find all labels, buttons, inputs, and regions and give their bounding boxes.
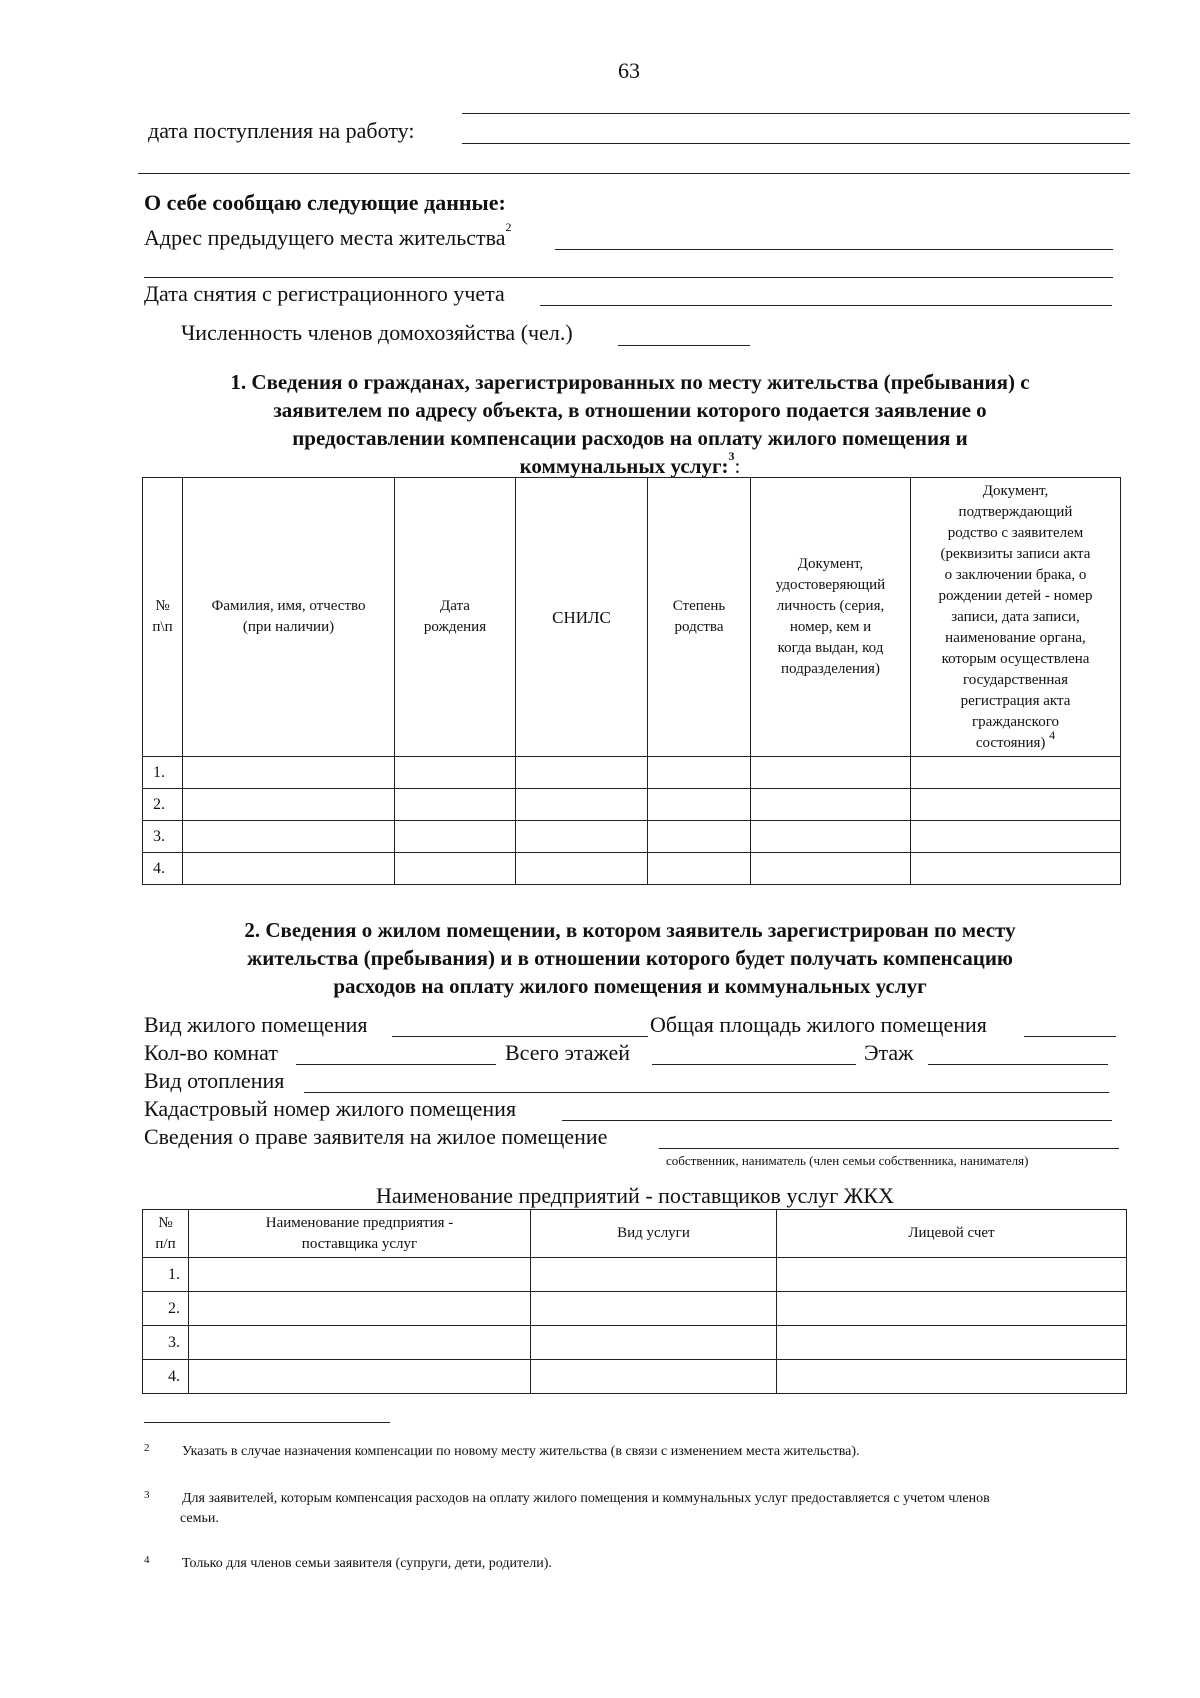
cell-account[interactable]: [777, 1326, 1127, 1360]
providers-table: [142, 1209, 1127, 1394]
employment-date-label: дата поступления на работу:: [148, 118, 415, 143]
cell-name[interactable]: [183, 757, 395, 789]
employment-date-line-1[interactable]: [462, 113, 1130, 114]
cell-service[interactable]: [531, 1326, 777, 1360]
table-header-row: [143, 1210, 1127, 1258]
rooms-field[interactable]: [296, 1064, 496, 1065]
rooms-label: Кол-во комнат: [144, 1040, 278, 1065]
footnote-ref-2: 2: [505, 220, 512, 234]
footnote-text-continued: семьи.: [180, 1511, 219, 1526]
section1-title-line-4: коммунальных услуг:$^3$:: [519, 449, 741, 478]
section1-title-line-3: предоставлении компенсации расходов на оплату жилого помещения и: [292, 426, 968, 450]
section2-title-line-1: 2. Сведения о жилом помещении, в котором заявитель зарегистрирован по месту: [244, 918, 1016, 942]
cell-snils[interactable]: [516, 789, 648, 821]
household-size-field[interactable]: [618, 345, 750, 346]
row-number: 1.: [143, 1258, 189, 1292]
prev-address-field[interactable]: [555, 249, 1113, 250]
cadastral-field[interactable]: [562, 1120, 1112, 1121]
heating-label: Вид отопления: [144, 1068, 285, 1093]
cell-snils[interactable]: [516, 757, 648, 789]
cell-kinship[interactable]: [648, 821, 751, 853]
footnote-mark: 4: [144, 1554, 150, 1566]
cell-service[interactable]: [531, 1360, 777, 1394]
ownership-right-hint: собственник, наниматель (член семьи собственника, нанимателя): [666, 1153, 1029, 1168]
deregistration-date-field[interactable]: [540, 305, 1112, 306]
cell-birth-date[interactable]: [395, 789, 516, 821]
cell-id-document[interactable]: [751, 789, 911, 821]
table-row: [143, 1258, 1127, 1292]
total-area-field[interactable]: [1024, 1036, 1116, 1037]
floor-field[interactable]: [928, 1064, 1108, 1065]
cell-kinship[interactable]: [648, 757, 751, 789]
cell-kinship[interactable]: [648, 789, 751, 821]
cadastral-label: Кадастровый номер жилого помещения: [144, 1096, 517, 1121]
cell-snils[interactable]: [516, 821, 648, 853]
cell-account[interactable]: [777, 1360, 1127, 1394]
cell-kinship-document[interactable]: [911, 853, 1121, 885]
footnote-separator: [144, 1422, 390, 1423]
col-header-num: № п/п: [143, 1210, 189, 1258]
row-number: 2.: [143, 1292, 189, 1326]
table-row: [143, 1326, 1127, 1360]
col-header-kinship: Степень родства: [648, 478, 751, 757]
section1-title-line-2: заявителем по адресу объекта, в отношении которого подается заявление о: [273, 398, 987, 422]
cell-provider-name[interactable]: [189, 1292, 531, 1326]
col-header-name: Фамилия, имя, отчество (при наличии): [183, 478, 395, 757]
table-row: [143, 1292, 1127, 1326]
footnote-mark: 2: [144, 1442, 150, 1454]
housing-type-label: Вид жилого помещения: [144, 1012, 368, 1037]
cell-provider-name[interactable]: [189, 1258, 531, 1292]
prev-address-label: Адрес предыдущего места жительства$^2$: [144, 220, 512, 250]
registered-citizens-table: [142, 477, 1121, 885]
section1-title-line-1: 1. Сведения о гражданах, зарегистрированных по месту жительства (пребывания) с: [230, 370, 1030, 394]
self-info-heading: О себе сообщаю следующие данные:: [144, 190, 506, 215]
cell-kinship-document[interactable]: [911, 789, 1121, 821]
footnote-text: Для заявителей, которым компенсация расходов на оплату жилого помещения и коммунальных услуг предоставляется с учетом членов: [182, 1491, 990, 1506]
cell-name[interactable]: [183, 821, 395, 853]
table-row: [143, 821, 1121, 853]
row-number: 4.: [143, 1360, 189, 1394]
table-row: [143, 789, 1121, 821]
cell-provider-name[interactable]: [189, 1360, 531, 1394]
cell-service[interactable]: [531, 1292, 777, 1326]
floors-total-label: Всего этажей: [505, 1040, 630, 1065]
total-area-label: Общая площадь жилого помещения: [650, 1012, 987, 1037]
heating-field[interactable]: [304, 1092, 1109, 1093]
cell-id-document[interactable]: [751, 821, 911, 853]
row-number: 3.: [143, 821, 183, 853]
cell-id-document[interactable]: [751, 757, 911, 789]
col-header-provider-name: Наименование предприятия - поставщика услуг: [189, 1210, 531, 1258]
cell-account[interactable]: [777, 1292, 1127, 1326]
page-number: 63: [618, 58, 640, 83]
row-number: 4.: [143, 853, 183, 885]
providers-title: Наименование предприятий - поставщиков услуг ЖКХ: [376, 1183, 894, 1208]
floor-label: Этаж: [864, 1040, 914, 1065]
footnote-text: Указать в случае назначения компенсации по новому месту жительства (в связи с изменением места жительства).: [182, 1444, 860, 1459]
row-number: 1.: [143, 757, 183, 789]
cell-birth-date[interactable]: [395, 853, 516, 885]
row-number: 3.: [143, 1326, 189, 1360]
col-header-id-document: Документ, удостоверяющий личность (серия, номер, кем и когда выдан, код подразделения): [751, 478, 911, 757]
cell-birth-date[interactable]: [395, 757, 516, 789]
employment-date-field[interactable]: [462, 143, 1130, 144]
deregistration-date-label: Дата снятия с регистрационного учета: [144, 281, 505, 306]
cell-id-document[interactable]: [751, 853, 911, 885]
footnote-ref-4: 4: [1049, 727, 1056, 742]
col-header-birth-date: Дата рождения: [395, 478, 516, 757]
cell-name[interactable]: [183, 853, 395, 885]
ownership-right-label: Сведения о праве заявителя на жилое помещение: [144, 1124, 608, 1149]
cell-birth-date[interactable]: [395, 821, 516, 853]
cell-provider-name[interactable]: [189, 1326, 531, 1360]
footnote-ref-3: 3: [728, 449, 735, 463]
cell-snils[interactable]: [516, 853, 648, 885]
col-header-snils: СНИЛС: [516, 478, 648, 757]
col-header-num: № п\п: [143, 478, 183, 757]
prev-address-field-line-2[interactable]: [144, 277, 1113, 278]
floors-total-field[interactable]: [652, 1064, 856, 1065]
cell-name[interactable]: [183, 789, 395, 821]
table-row: [143, 853, 1121, 885]
household-size-label: Численность членов домохозяйства (чел.): [181, 320, 573, 345]
cell-account[interactable]: [777, 1258, 1127, 1292]
col-header-account: Лицевой счет: [777, 1210, 1127, 1258]
table-row: [143, 757, 1121, 789]
ownership-right-field[interactable]: [659, 1148, 1119, 1149]
cell-kinship[interactable]: [648, 853, 751, 885]
separator-rule: [138, 173, 1130, 174]
section2-title-line-2: жительства (пребывания) и в отношении которого будет получать компенсацию: [247, 946, 1013, 970]
table-row: [143, 1360, 1127, 1394]
table-header-row: [143, 478, 1121, 757]
housing-type-field[interactable]: [392, 1036, 648, 1037]
row-number: 2.: [143, 789, 183, 821]
cell-service[interactable]: [531, 1258, 777, 1292]
col-header-kinship-document: Документ, подтверждающий родство с заявителем (реквизиты записи акта о заключении брака, о рождении детей - номер записи, дата записи, наименование органа, которым осуществлена государственная регистрация акта гражданского состояния) $^4$: [911, 478, 1121, 757]
footnote-text: Только для членов семьи заявителя (супруги, дети, родители).: [182, 1556, 552, 1571]
footnote-mark: 3: [144, 1489, 150, 1501]
section2-title-line-3: расходов на оплату жилого помещения и коммунальных услуг: [333, 974, 927, 998]
col-header-service: Вид услуги: [531, 1210, 777, 1258]
cell-kinship-document[interactable]: [911, 821, 1121, 853]
cell-kinship-document[interactable]: [911, 757, 1121, 789]
